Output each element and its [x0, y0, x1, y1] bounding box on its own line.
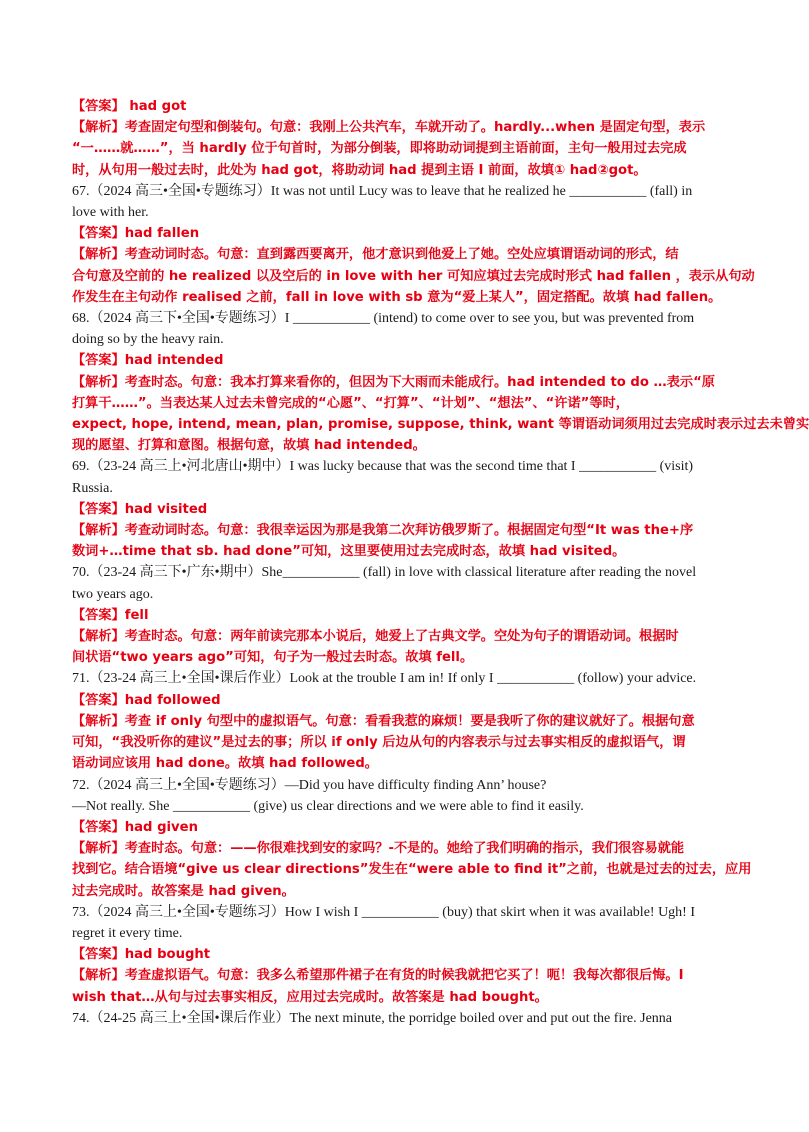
question-text: doing so by the heavy rain. — [72, 332, 224, 348]
question-text: two years ago. — [72, 586, 154, 602]
question-text: 69.（23-24 高三上•河北唐山•期中）I was lucky because that was the second time that I ___________ (visit) — [72, 459, 694, 475]
question-text: 72.（2024 高三上•全国•专题练习）—Did you have difficulty finding Ann’ house? — [72, 777, 547, 793]
analysis-text: wish that…从句与过去事实相反，应用过去完成时。故答案是 had bought。 — [72, 989, 548, 1005]
analysis-text: 【解析】考查时态。句意：我本打算来看你的，但因为下大雨而未能成行。had intended to do …表示“原 — [72, 374, 715, 390]
answer-text: 【答案】had bought — [72, 947, 211, 963]
answer-text: 【答案】had visited — [72, 501, 208, 517]
analysis-text: 找到它。结合语境“give us clear directions”发生在“were able to find it”之前，也就是过去的过去，应用 — [72, 862, 752, 878]
analysis-text: 【解析】考查固定句型和倒装句。句意：我刚上公共汽车，车就开动了。hardly...when 是固定句型，表示 — [72, 120, 706, 136]
analysis-text: 【解析】考查虚拟语气。句意：我多么希望那件裙子在有货的时候我就把它买了！呃！我每次都很后悔。I — [72, 968, 684, 984]
question-block — [72, 562, 728, 668]
analysis-text: “一……就……”，当 hardly 位于句首时，为部分倒装，即将助动词提到主语前面，主句一般用过去完成 — [72, 141, 687, 157]
question-text: Russia. — [72, 480, 113, 496]
answer-text: 【答案】had followed — [72, 692, 221, 708]
question-block — [72, 775, 752, 902]
question-text: 68.（2024 高三下•全国•专题练习）I ___________ (intend) to come over to see you, but was prevented from — [72, 311, 695, 327]
question-block — [72, 902, 728, 1008]
question-text: 71.（23-24 高三上•全国•课后作业）Look at the trouble I am in! If only I ___________ (follow) your advice. — [72, 671, 697, 687]
answer-text: 【答案】had given — [72, 819, 198, 835]
question-block — [72, 181, 755, 308]
question-block — [72, 96, 728, 181]
analysis-text: 【解析】考查动词时态。句意：直到露西要离开，他才意识到他爱上了她。空处应填谓语动词的形式，结 — [72, 247, 679, 263]
analysis-text: 数词+…time that sb. had done”可知，这里要使用过去完成时态，故填 had visited。 — [72, 544, 626, 560]
question-text: 70.（23-24 高三下•广东•期中）She___________ (fall) in love with classical literature after reading the novel — [72, 565, 697, 581]
analysis-text: 【解析】考查时态。句意：两年前读完那本小说后，她爱上了古典文学。空处为句子的谓语动词。根据时 — [72, 629, 679, 645]
analysis-text: 合句意及空前的 he realized 以及空后的 in love with her 可知应填过去完成时形式 had fallen ，表示从句动 — [72, 268, 755, 284]
question-text: 73.（2024 高三上•全国•专题练习）How I wish I ___________ (buy) that skirt when it was available! Ugh! I — [72, 904, 695, 920]
analysis-text: 【解析】考查动词时态。句意：我很幸运因为那是我第二次拜访俄罗斯了。根据固定句型“It was the+序 — [72, 523, 694, 539]
answer-text: 【答案】had intended — [72, 353, 224, 369]
question-block — [72, 668, 728, 774]
analysis-text: expect, hope, intend, mean, plan, promise, suppose, think, want 等谓语动词须用过去完成时表示过去未曾实 — [72, 417, 809, 433]
question-block — [72, 1008, 728, 1029]
analysis-text: 【解析】考查时态。句意：——你很难找到安的家吗？-不是的。她给了我们明确的指示，我们很容易就能 — [72, 841, 685, 857]
answer-text: 【答案】fell — [72, 607, 149, 623]
question-text: 67.（2024 高三•全国•专题练习）It was not until Lucy was to leave that he realized he ___________ (fall) in — [72, 183, 693, 199]
question-block — [72, 308, 809, 456]
analysis-text: 【解析】考查 if only 句型中的虚拟语气。句意：看看我惹的麻烦！要是我听了你的建议就好了。根据句意 — [72, 713, 695, 729]
analysis-text: 打算干……”。当表达某人过去未曾完成的“心愿”、“打算”、“计划”、“想法”、“许诺”等时， — [72, 395, 629, 411]
analysis-text: 过去完成时。故答案是 had given。 — [72, 883, 295, 899]
analysis-text: 语动词应该用 had done。故填 had followed。 — [72, 756, 378, 772]
analysis-text: 现的愿望、打算和意图。根据句意，故填 had intended。 — [72, 438, 426, 454]
question-text: regret it every time. — [72, 925, 183, 941]
question-text: 74.（24-25 高三上•全国•课后作业）The next minute, the porridge boiled over and put out the fire. Jenna — [72, 1010, 673, 1026]
question-block — [72, 456, 728, 562]
analysis-text: 作发生在主句动作 realised 之前，fall in love with sb 意为“爱上某人”，固定搭配。故填 had fallen。 — [72, 289, 722, 305]
document-page — [72, 96, 809, 1029]
question-text: —Not really. She ___________ (give) us clear directions and we were able to find it easily. — [72, 798, 584, 814]
answer-text: 【答案】had fallen — [72, 226, 200, 242]
analysis-text: 可知，“我没听你的建议”是过去的事；所以 if only 后边从句的内容表示与过去事实相反的虚拟语气，谓 — [72, 735, 686, 751]
analysis-text: 时，从句用一般过去时，此处为 had got，将助动词 had 提到主语 I 前面，故填① had②got。 — [72, 162, 647, 178]
analysis-text: 间状语“two years ago”可知，句子为一般过去时态。故填 fell。 — [72, 650, 474, 666]
question-text: love with her. — [72, 205, 149, 221]
answer-text: 【答案】 had got — [72, 99, 187, 114]
